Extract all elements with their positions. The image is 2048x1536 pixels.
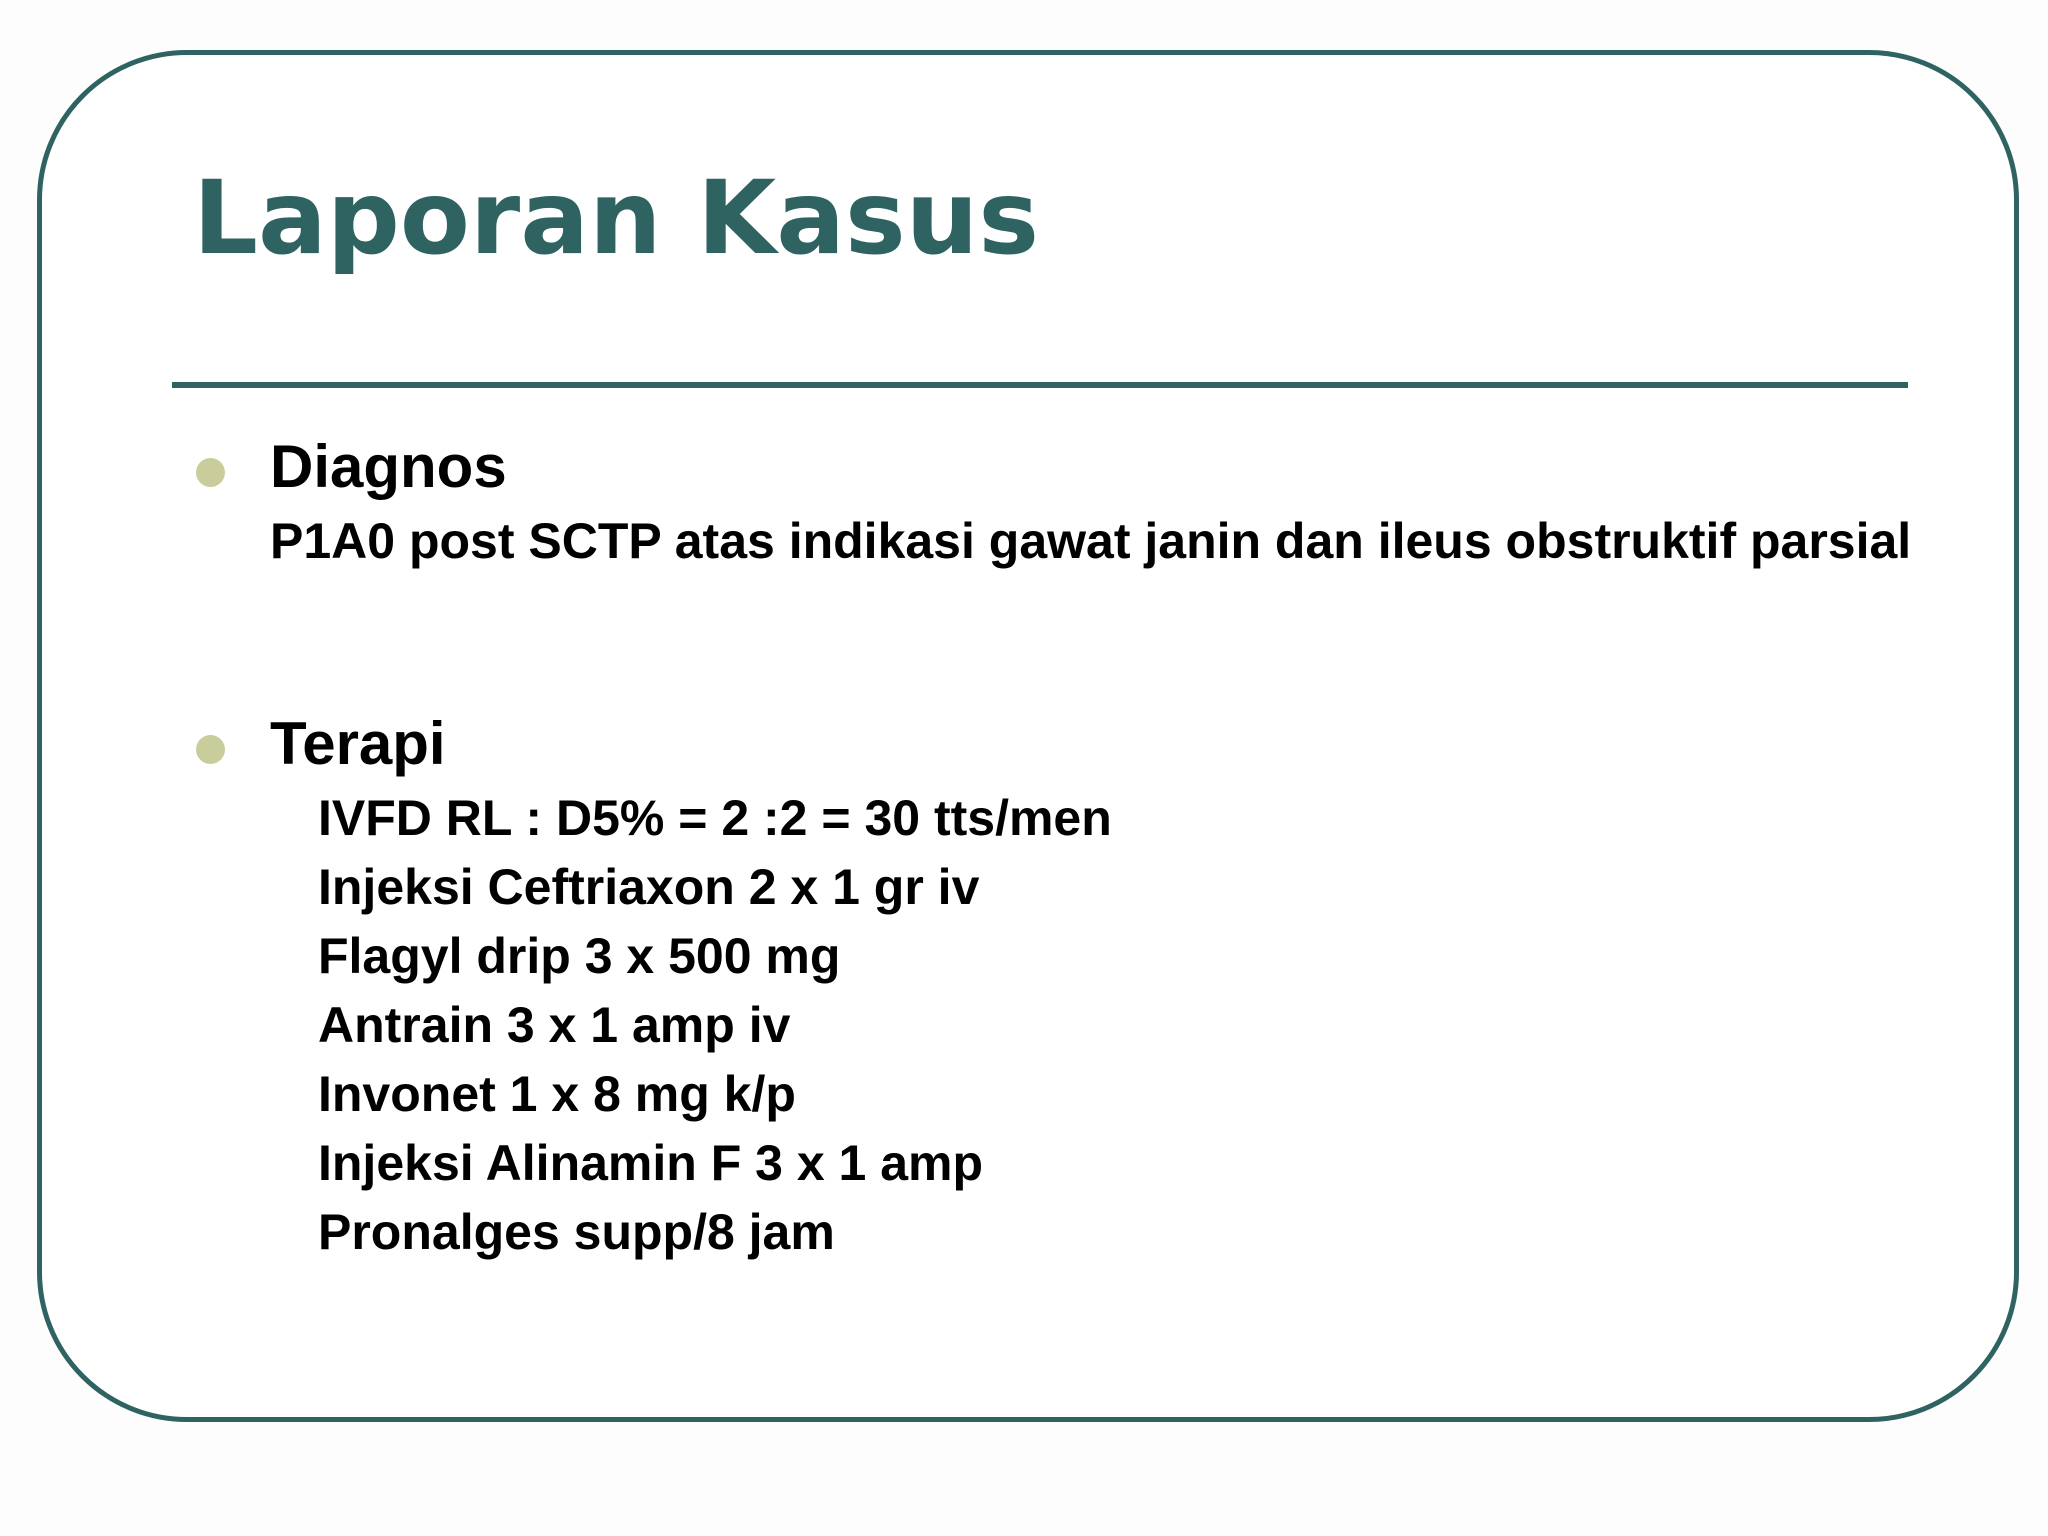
slide-title: Laporan Kasus <box>193 159 1040 278</box>
section-heading-terapi: Terapi <box>270 710 446 777</box>
bullet-dot-icon <box>196 735 225 764</box>
diagnosis-text: P1A0 post SCTP atas indikasi gawat janin dan ileus obstruktif parsial <box>270 513 1912 569</box>
bullet-dot-icon <box>196 458 225 487</box>
therapy-item: Injeksi Ceftriaxon 2 x 1 gr iv <box>318 859 980 915</box>
therapy-item: Antrain 3 x 1 amp iv <box>318 997 791 1053</box>
title-divider <box>172 382 1908 388</box>
section-heading-diagnos: Diagnos <box>270 433 507 500</box>
therapy-item: Invonet 1 x 8 mg k/p <box>318 1066 796 1122</box>
therapy-list <box>318 784 1112 1267</box>
therapy-item: Flagyl drip 3 x 500 mg <box>318 928 841 984</box>
therapy-item: Pronalges supp/8 jam <box>318 1204 835 1260</box>
therapy-item: IVFD RL : D5% = 2 :2 = 30 tts/men <box>318 790 1112 846</box>
therapy-item: Injeksi Alinamin F 3 x 1 amp <box>318 1135 984 1191</box>
